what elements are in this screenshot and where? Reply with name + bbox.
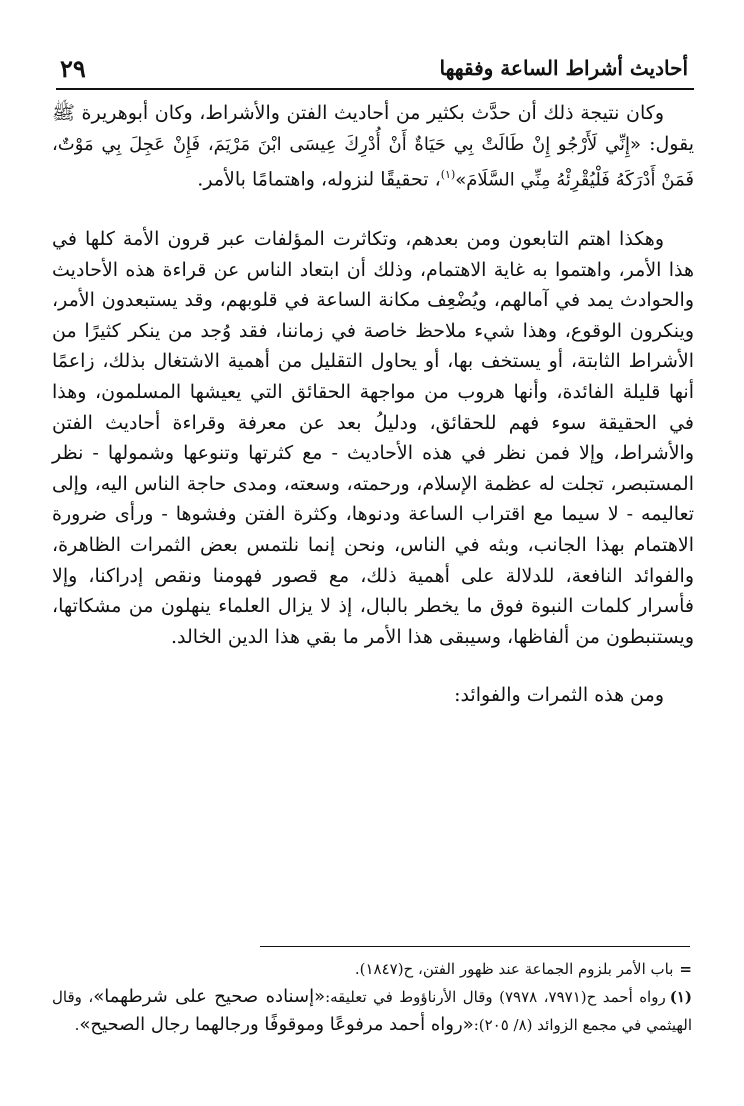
- footnote-rule: [260, 946, 690, 947]
- footnote-continuation-mark: =: [679, 960, 692, 978]
- body-text: [52, 98, 694, 711]
- footnote-1: [52, 983, 692, 1039]
- footnote-text: رواه أحمد ح(٧٩٧١، ٧٩٧٨) وقال الأرناؤوط في تعليقه:: [325, 988, 666, 1006]
- footnote-quote: «إسناده صحيح على شرطهما»: [93, 986, 326, 1007]
- page-number: ٢٩: [60, 53, 86, 83]
- footnote-text: ، وقال الهيثمي في مجمع الزوائد (٨/ ٢٠٥):: [52, 988, 692, 1034]
- footnote-number: (١): [669, 988, 692, 1006]
- paragraph-gap: [52, 196, 694, 224]
- footnote-reference: (١): [440, 168, 456, 182]
- hadith-quote: «إِنِّي لَأَرْجُو إِنْ طَالَتْ بِي حَيَاةٌ أَنْ أُدْرِكَ عِيسَى ابْنَ مَرْيَمَ، فَإِنْ عَجِلَ بِي مَوْتٌ، فَمَنْ أَدْرَكَهُ فَلْيُقْرِئْهُ مِنِّي السَّلَامَ»: [52, 133, 694, 191]
- paragraph-1-intro: وكان نتيجة ذلك أن حدَّث بكثير من أحاديث الفتن والأشراط، وكان أبوهريرة ﷺ يقول:: [52, 102, 694, 155]
- footnote-text: باب الأمر بلزوم الجماعة عند ظهور الفتن، ح(١٨٤٧).: [354, 960, 674, 978]
- footnote-continuation: [52, 956, 692, 983]
- running-head-title: أحاديث أشراط الساعة وفقهها: [439, 56, 688, 80]
- paragraph-1: [52, 98, 694, 196]
- footnotes: [52, 956, 692, 1039]
- paragraph-1-outro: ، تحقيقًا لنزوله، واهتمامًا بالأمر.: [197, 168, 441, 191]
- footnote-text: .: [74, 1016, 80, 1034]
- paragraph-3: ومن هذه الثمرات والفوائد:: [454, 684, 664, 707]
- footnote-quote: «رواه أحمد مرفوعًا وموقوفًا ورجالهما رجال الصحيح»: [79, 1014, 474, 1035]
- paragraph-2: وهكذا اهتم التابعون ومن بعدهم، وتكاثرت المؤلفات عبر قرون الأمة كلها في هذا الأمر، واهتموا به غاية الاهتمام، وذلك أن ابتعاد الناس عن قراءة هذه الأحاديث والحوادث يمد في آمالهم، ويُضْعِف مكانة الساعة في قلوبهم، وقد يستبعدون الأمر، وينكرون الوقوع، وهذا شيء ملاحظ خاصة في زماننا، فقد وُجد من ينكر كثيرًا من الأشراط الثابتة، أو يستخف بها، أو يحاول التقليل من أهمية الاشتغال بذلك، زاعمًا أنها قليلة الفائدة، وأنها هروب من مواجهة الحقائق التي يعيشها المسلمون، وهذا في الحقيقة سوء فهم للحقائق، ودليلُ بعد عن معرفة وقراءة أحاديث الفتن والأشراط، وإلا فمن نظر في هذه الأحاديث - مع كثرتها وتنوعها وشمولها - نظر المستبصر، تجلت له عظمة الإسلام، ورحمته، وسعته، ومدى حاجة الناس اليه، وإلى تعاليمه - لا سيما مع اقتراب الساعة ودنوها، وكثرة الفتن وفشوها - ورأى ضرورة الاهتمام بهذا الجانب، وبثه في الناس، ونحن إنما نلتمس بعض الثمرات الظاهرة، والفوائد النافعة، للدلالة على أهمية ذلك، مع قصور فهومنا ونقص إدراكنا، وإلا فأسرار كلمات النبوة فوق ما يخطر بالبال، إذ لا يزال العلماء ينهلون من مشكاتها، ويستنبطون من ألفاظها، وسيبقى هذا الأمر ما بقي هذا الدين الخالد.: [52, 228, 694, 648]
- header-rule: [56, 88, 694, 90]
- running-head: [60, 50, 688, 86]
- paragraph-gap: [52, 652, 694, 680]
